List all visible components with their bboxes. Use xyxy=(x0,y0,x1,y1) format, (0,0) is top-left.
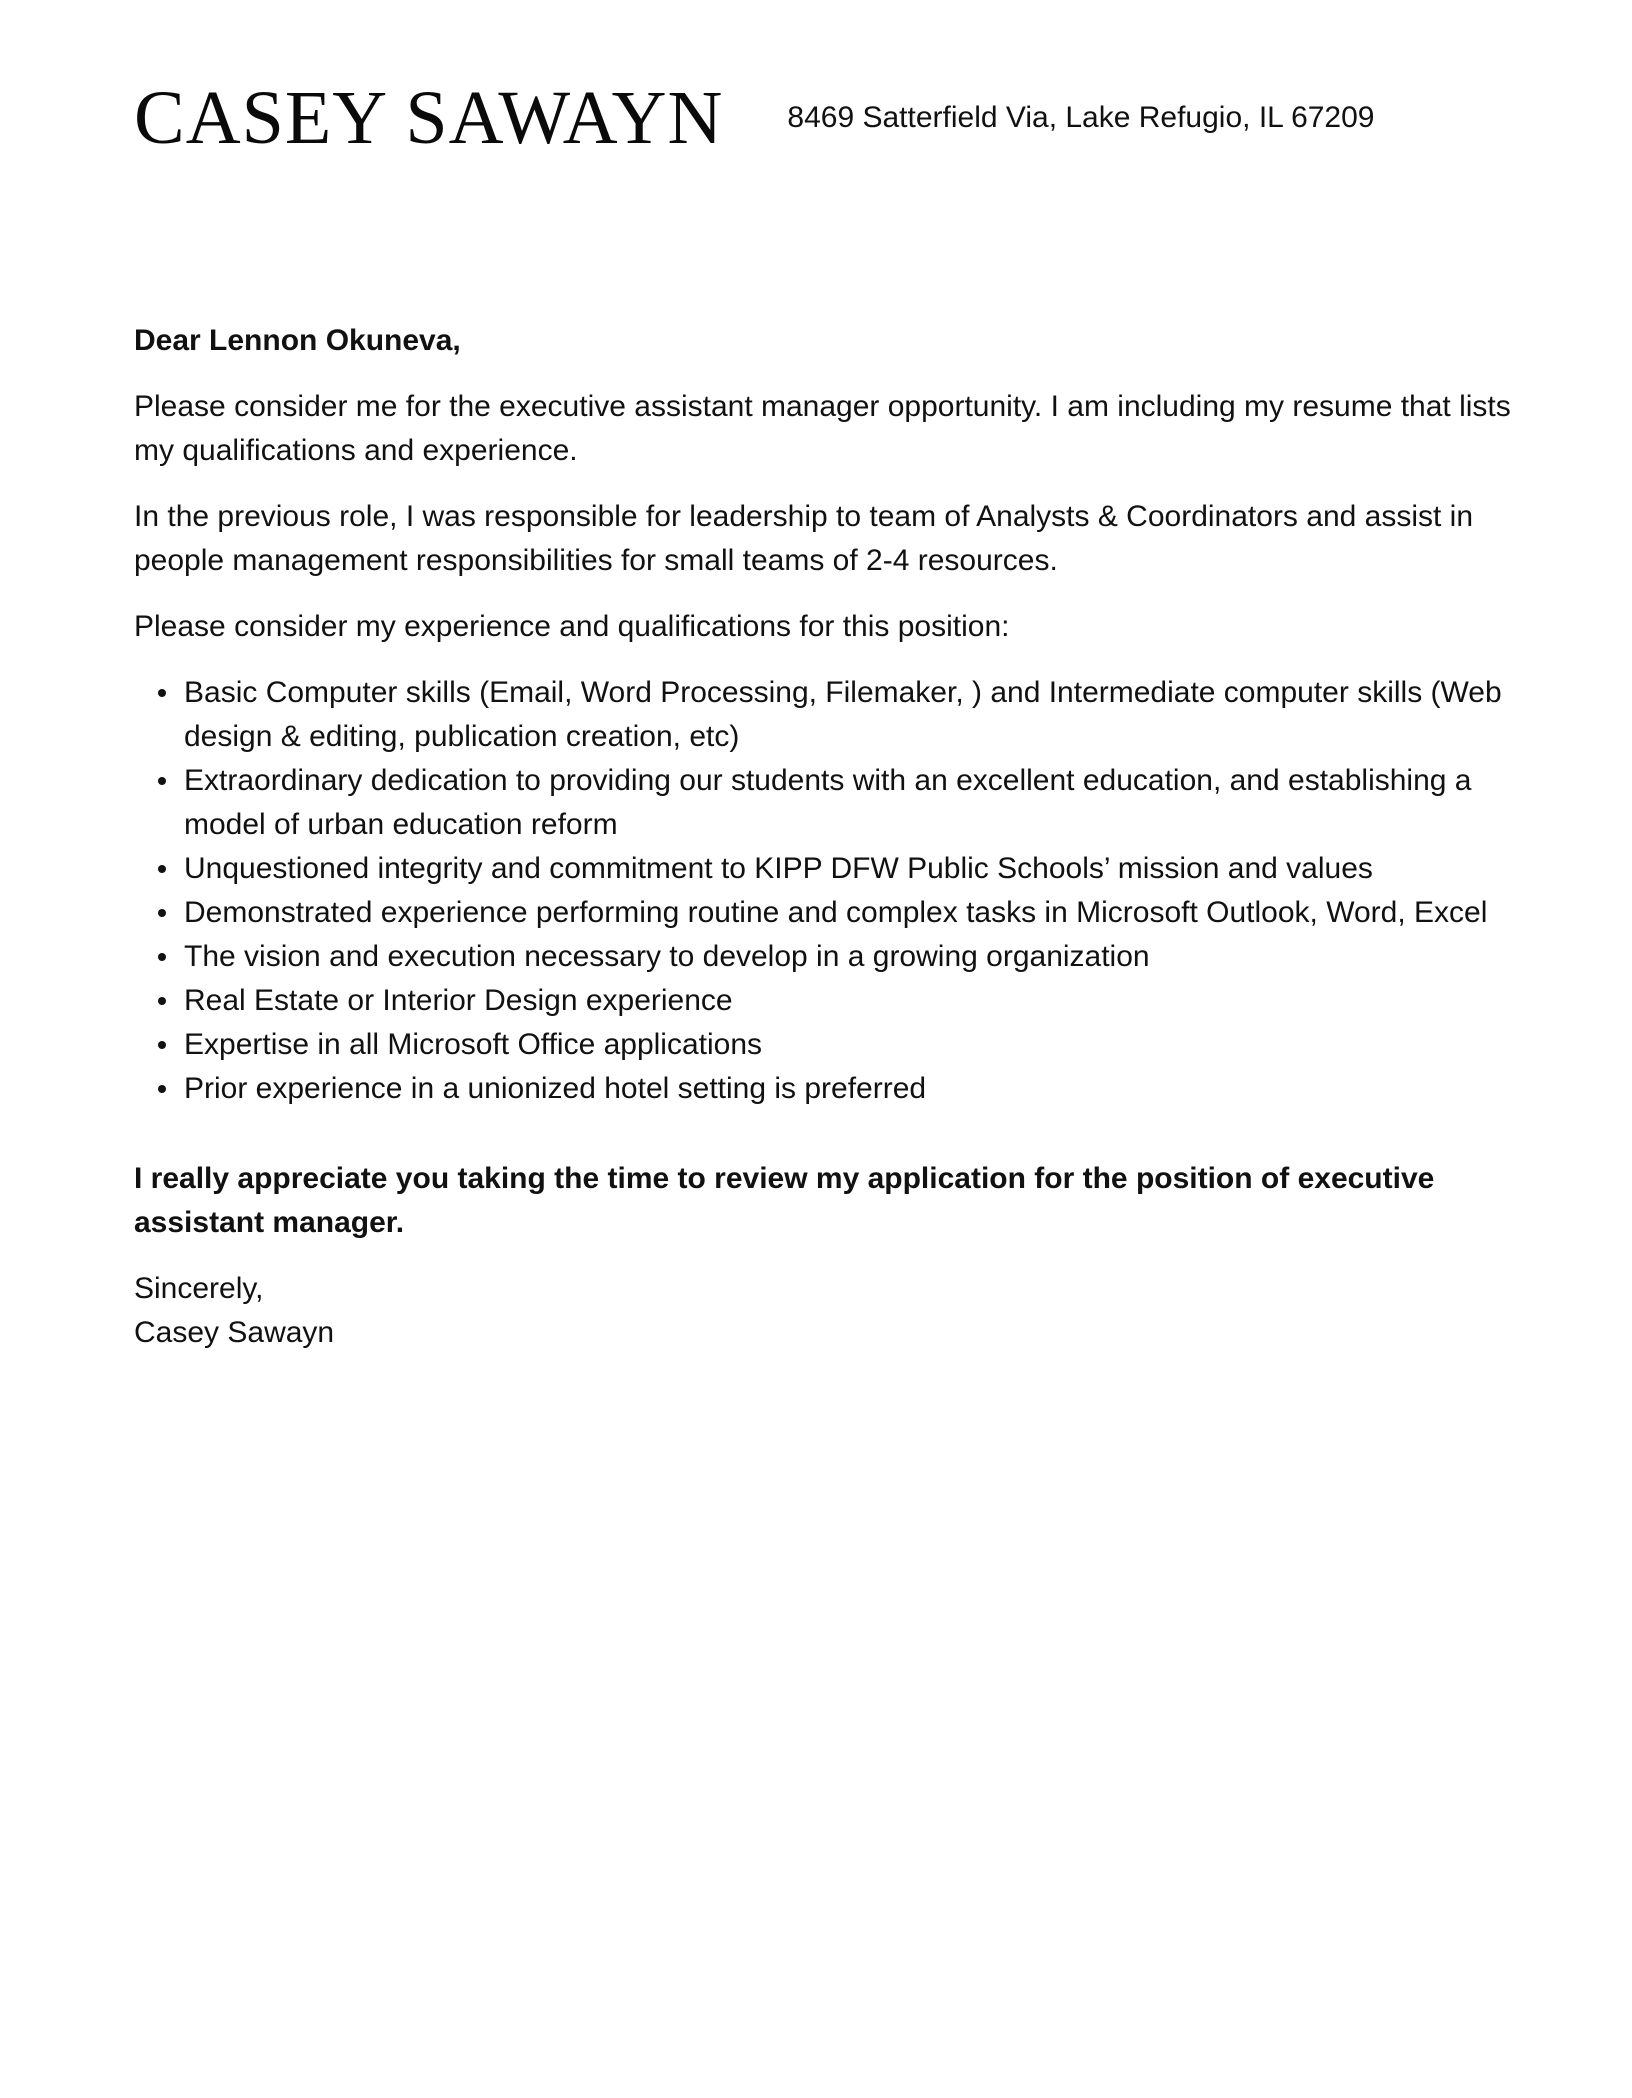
greeting: Dear Lennon Okuneva, xyxy=(134,324,461,357)
previous-role-paragraph: In the previous role, I was responsible for leadership to team of Analysts & Coordinators and assist in people management responsibilities for small teams of 2-4 resources. xyxy=(134,500,1474,577)
qualification-item: Demonstrated experience performing routine and complex tasks in Microsoft Outlook, Word, Excel xyxy=(184,891,1514,935)
qualification-item: Extraordinary dedication to providing our students with an excellent education, and establishing a model of urban education reform xyxy=(184,759,1514,847)
qualifications-list xyxy=(134,671,1514,1111)
signoff-word: Sincerely, xyxy=(134,1272,264,1305)
closing-paragraph: I really appreciate you taking the time to review my application for the position of executive assistant manager. xyxy=(134,1162,1435,1239)
letter-body xyxy=(134,319,1514,1355)
qualification-item: Unquestioned integrity and commitment to KIPP DFW Public Schools’ mission and values xyxy=(184,847,1514,891)
qualification-item: Expertise in all Microsoft Office applications xyxy=(184,1023,1514,1067)
qualifications-lead-in: Please consider my experience and qualifications for this position: xyxy=(134,610,1010,643)
sender-address: 8469 Satterfield Via, Lake Refugio, IL 67209 xyxy=(787,101,1375,134)
qualification-item: Real Estate or Interior Design experience xyxy=(184,979,1514,1023)
intro-paragraph: Please consider me for the executive assistant manager opportunity. I am including my resume that lists my qualifications and experience. xyxy=(134,390,1511,467)
signature-name: Casey Sawayn xyxy=(134,1316,335,1349)
qualification-item: Prior experience in a unionized hotel setting is preferred xyxy=(184,1067,1514,1111)
qualification-item: The vision and execution necessary to develop in a growing organization xyxy=(184,935,1514,979)
letter-header xyxy=(134,76,1514,160)
sender-name: CASEY SAWAYN xyxy=(134,76,724,160)
signoff-block xyxy=(134,1267,1514,1355)
qualification-item: Basic Computer skills (Email, Word Processing, Filemaker, ) and Intermediate computer skills (Web design & editing, publication creation, etc) xyxy=(184,671,1514,759)
